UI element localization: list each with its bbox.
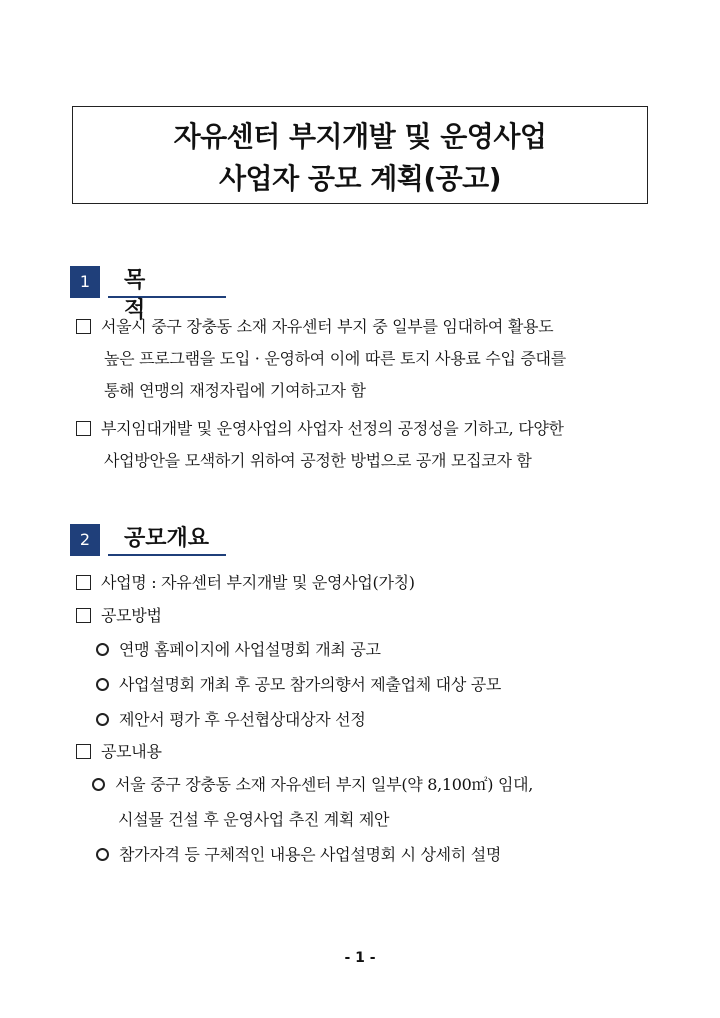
section-1-item-1-line-2: 높은 프로그램을 도입 · 운영하여 이에 따른 토지 사용료 수입 증대를 (104, 349, 566, 368)
document-title-line-1: 자유센터 부지개발 및 운영사업 (173, 120, 547, 153)
checkbox-square-icon (76, 575, 91, 590)
section-2-number: 2 (70, 524, 100, 556)
checkbox-square-icon (76, 744, 91, 759)
section-2-heading: 공모개요 (108, 524, 226, 556)
circle-bullet-icon (96, 848, 109, 861)
item-text: 부지임대개발 및 운영사업의 사업자 선정의 공정성을 기하고, 다양한 (101, 419, 564, 438)
section-1-item-2-line-2: 사업방안을 모색하기 위하여 공정한 방법으로 공개 모집코자 함 (104, 451, 532, 470)
circle-bullet-icon (96, 713, 109, 726)
checkbox-square-icon (76, 608, 91, 623)
section-2-item-3-sub-1 (92, 773, 533, 797)
item-text: 공모방법 (101, 606, 162, 625)
section-2-item-3-sub-2 (96, 843, 501, 867)
item-text: 사업명 : 자유센터 부지개발 및 운영사업(가칭) (101, 573, 415, 592)
page-number: - 1 - (344, 950, 376, 966)
section-2-item-3 (76, 740, 162, 764)
section-1-number: 1 (70, 266, 100, 298)
item-text: 공모내용 (101, 742, 162, 761)
section-1-item-2-line-1 (76, 417, 564, 441)
section-1-item-1-line-3: 통해 연맹의 재정자립에 기여하고자 함 (104, 381, 366, 400)
subitem-text: 참가자격 등 구체적인 내용은 사업설명회 시 상세히 설명 (119, 845, 502, 864)
section-2-item-2-sub-1 (96, 638, 381, 662)
section-2-item-2-sub-3 (96, 708, 365, 732)
section-2-item-1 (76, 571, 415, 595)
document-title-box (72, 106, 648, 204)
section-2-item-3-sub-1-continuation: 시설물 건설 후 운영사업 추진 계획 제안 (118, 810, 390, 829)
section-2-item-2 (76, 604, 162, 628)
section-1-heading: 목적 (108, 266, 226, 298)
section-1-item-1-line-1 (76, 315, 553, 339)
circle-bullet-icon (92, 778, 105, 791)
subitem-text: 서울 중구 장충동 소재 자유센터 부지 일부(약 8,100㎡) 임대, (115, 775, 534, 794)
circle-bullet-icon (96, 678, 109, 691)
subitem-text: 연맹 홈페이지에 사업설명회 개최 공고 (119, 640, 381, 659)
checkbox-square-icon (76, 319, 91, 334)
section-2-item-2-sub-2 (96, 673, 501, 697)
subitem-text: 사업설명회 개최 후 공모 참가의향서 제출업체 대상 공모 (119, 675, 502, 694)
checkbox-square-icon (76, 421, 91, 436)
circle-bullet-icon (96, 643, 109, 656)
document-title-line-2: 사업자 공모 계획(공고) (218, 162, 502, 195)
item-text: 서울시 중구 장충동 소재 자유센터 부지 중 일부를 임대하여 활용도 (101, 317, 554, 336)
subitem-text: 제안서 평가 후 우선협상대상자 선정 (119, 710, 366, 729)
